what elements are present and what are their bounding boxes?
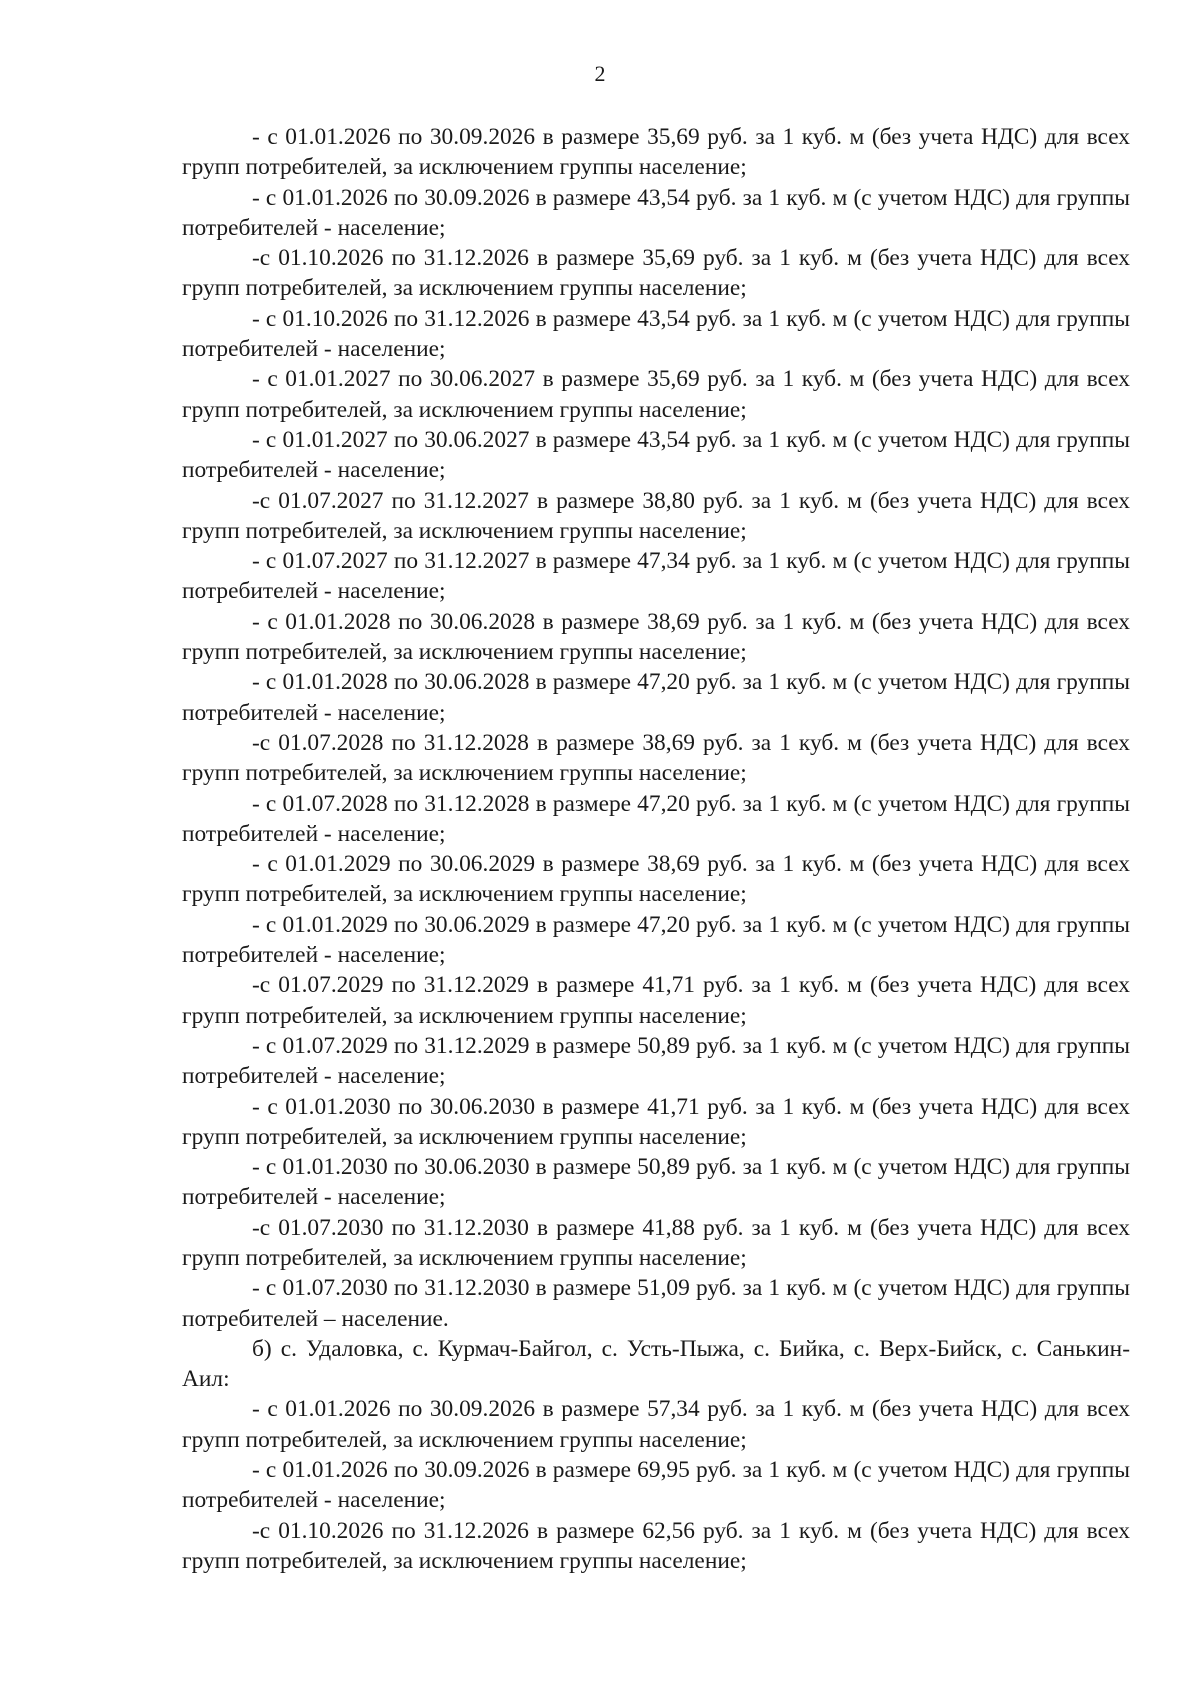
document-body (182, 122, 1130, 1576)
tariff-paragraph: - с 01.07.2029 по 31.12.2029 в размере 50,89 руб. за 1 куб. м (с учетом НДС) для группы потребителей - население; (182, 1032, 1130, 1090)
tariff-paragraph: - с 01.01.2030 по 30.06.2030 в размере 41,71 руб. за 1 куб. м (без учета НДС) для всех групп потребителей, за исключением группы население; (182, 1093, 1130, 1150)
tariff-paragraph: - с 01.01.2027 по 30.06.2027 в размере 35,69 руб. за 1 куб. м (без учета НДС) для всех групп потребителей, за исключением группы население; (182, 366, 1130, 423)
tariff-paragraph: - с 01.07.2030 по 31.12.2030 в размере 51,09 руб. за 1 куб. м (с учетом НДС) для группы потребителей – население. (182, 1275, 1130, 1332)
tariff-paragraph: -с 01.07.2027 по 31.12.2027 в размере 38,80 руб. за 1 куб. м (без учета НДС) для всех групп потребителей, за исключением группы население; (182, 487, 1130, 544)
tariff-paragraph: - с 01.01.2026 по 30.09.2026 в размере 57,34 руб. за 1 куб. м (без учета НДС) для всех групп потребителей, за исключением группы население; (182, 1396, 1130, 1453)
tariff-paragraph: - с 01.10.2026 по 31.12.2026 в размере 43,54 руб. за 1 куб. м (с учетом НДС) для группы потребителей - население; (182, 305, 1130, 363)
tariff-paragraph: -с 01.10.2026 по 31.12.2026 в размере 62,56 руб. за 1 куб. м (без учета НДС) для всех групп потребителей, за исключением группы население; (182, 1517, 1130, 1574)
tariff-paragraph: - с 01.01.2028 по 30.06.2028 в размере 38,69 руб. за 1 куб. м (без учета НДС) для всех групп потребителей, за исключением группы население; (182, 608, 1130, 666)
tariff-paragraph: - с 01.01.2030 по 30.06.2030 в размере 50,89 руб. за 1 куб. м (с учетом НДС) для группы потребителей - население; (182, 1154, 1130, 1211)
tariff-paragraph: - с 01.07.2028 по 31.12.2028 в размере 47,20 руб. за 1 куб. м (с учетом НДС) для группы потребителей - население; (182, 790, 1130, 847)
tariff-paragraph: - с 01.01.2026 по 30.09.2026 в размере 69,95 руб. за 1 куб. м (с учетом НДС) для группы потребителей - население; (182, 1457, 1130, 1514)
tariff-paragraph: - с 01.01.2026 по 30.09.2026 в размере 35,69 руб. за 1 куб. м (без учета НДС) для всех групп потребителей, за исключением группы население; (182, 124, 1130, 181)
tariff-paragraph: - с 01.01.2029 по 30.06.2029 в размере 38,69 руб. за 1 куб. м (без учета НДС) для всех групп потребителей, за исключением группы население; (182, 851, 1130, 908)
tariff-paragraph: -с 01.07.2028 по 31.12.2028 в размере 38,69 руб. за 1 куб. м (без учета НДС) для всех групп потребителей, за исключением группы население; (182, 729, 1130, 787)
tariff-paragraph: -с 01.07.2029 по 31.12.2029 в размере 41,71 руб. за 1 куб. м (без учета НДС) для всех групп потребителей, за исключением группы население; (182, 972, 1130, 1029)
tariff-paragraph: - с 01.01.2026 по 30.09.2026 в размере 43,54 руб. за 1 куб. м (с учетом НДС) для группы потребителей - население; (182, 184, 1130, 241)
tariff-paragraph: - с 01.01.2027 по 30.06.2027 в размере 43,54 руб. за 1 куб. м (с учетом НДС) для группы потребителей - население; (182, 426, 1130, 484)
settlements-paragraph: б) с. Удаловка, с. Курмач-Байгол, с. Усть-Пыжа, с. Бийка, с. Верх-Бийск, с. Санькин-Аил: (182, 1335, 1130, 1393)
tariff-paragraph: - с 01.07.2027 по 31.12.2027 в размере 47,34 руб. за 1 куб. м (с учетом НДС) для группы потребителей - население; (182, 548, 1130, 605)
tariff-paragraph: -с 01.10.2026 по 31.12.2026 в размере 35,69 руб. за 1 куб. м (без учета НДС) для всех групп потребителей, за исключением группы население; (182, 245, 1130, 302)
page-number: 2 (594, 61, 606, 86)
tariff-paragraph: - с 01.01.2028 по 30.06.2028 в размере 47,20 руб. за 1 куб. м (с учетом НДС) для группы потребителей - население; (182, 669, 1130, 726)
tariff-paragraph: - с 01.01.2029 по 30.06.2029 в размере 47,20 руб. за 1 куб. м (с учетом НДС) для группы потребителей - население; (182, 911, 1130, 969)
tariff-paragraph: -с 01.07.2030 по 31.12.2030 в размере 41,88 руб. за 1 куб. м (без учета НДС) для всех групп потребителей, за исключением группы население; (182, 1214, 1130, 1271)
